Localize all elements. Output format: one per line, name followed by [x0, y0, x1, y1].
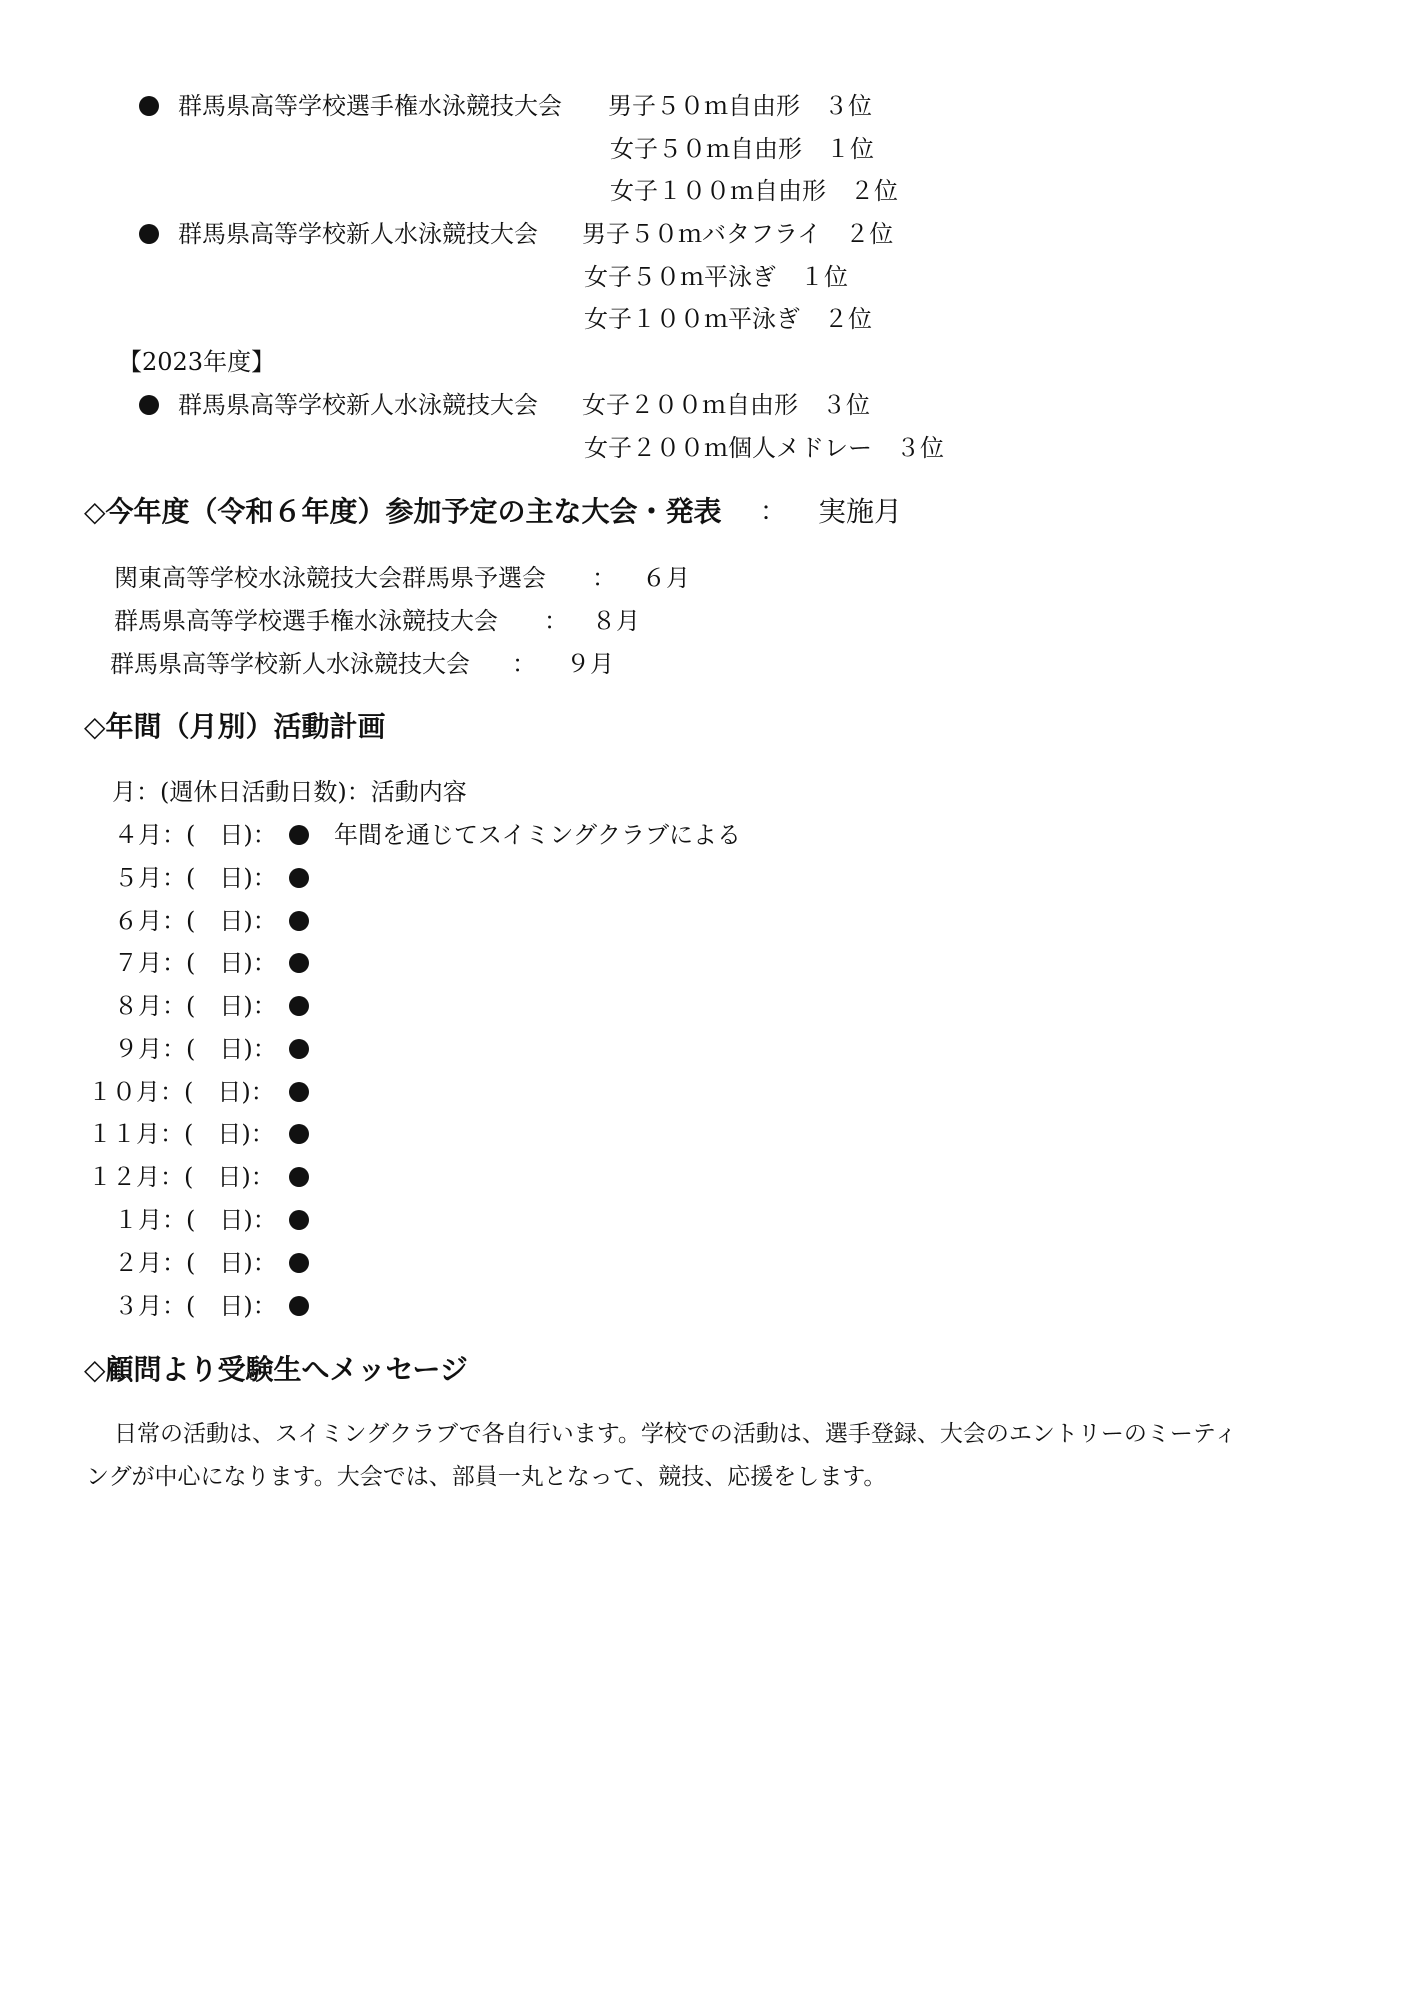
section-title-plans: ◇今年度（令和６年度）参加予定の主な大会・発表 — [84, 495, 722, 528]
schedule-bullet-icon — [289, 953, 309, 973]
schedule-bullet-icon — [289, 1082, 309, 1102]
schedule-bullet-icon — [289, 1296, 309, 1316]
result-item: 女子２００ｍ自由形 ３位 — [582, 391, 870, 419]
schedule-bullet-icon — [289, 825, 309, 845]
schedule-row-prefix: １１月：( 日)： — [88, 1120, 275, 1148]
schedule-row-prefix: １２月：( 日)： — [88, 1163, 275, 1191]
schedule-row-prefix: １月：( 日)： — [114, 1206, 277, 1234]
plan-event-name: 群馬県高等学校選手権水泳競技大会 — [114, 607, 498, 635]
result-item: 女子５０ｍ平泳ぎ １位 — [584, 263, 848, 291]
bullet-icon — [139, 395, 159, 415]
result-item: 女子１００ｍ自由形 ２位 — [610, 177, 898, 205]
result-item: 女子１００ｍ平泳ぎ ２位 — [584, 305, 872, 333]
plan-month: ６月 — [642, 564, 690, 592]
event-name: 群馬県高等学校選手権水泳競技大会 — [178, 92, 562, 120]
schedule-bullet-icon — [289, 1253, 309, 1273]
section-title-message: ◇顧問より受験生へメッセージ — [84, 1353, 468, 1386]
bullet-icon — [139, 96, 159, 116]
schedule-row-prefix: ９月：( 日)： — [114, 1035, 277, 1063]
section-title-schedule: ◇年間（月別）活動計画 — [84, 710, 386, 743]
schedule-row-prefix: ７月：( 日)： — [114, 949, 277, 977]
plan-colon: ： — [512, 650, 536, 678]
plans-month-header: 実施月 — [818, 495, 903, 528]
schedule-bullet-icon — [289, 1124, 309, 1144]
message-line: ングが中心になります。大会では、部員一丸となって、競技、応援をします。 — [86, 1464, 887, 1490]
result-item: 男子５０ｍバタフライ ２位 — [582, 220, 894, 248]
schedule-bullet-icon — [289, 1039, 309, 1059]
event-name: 群馬県高等学校新人水泳競技大会 — [178, 220, 538, 248]
schedule-header: 月：(週休日活動日数)：活動内容 — [112, 778, 467, 806]
schedule-row-prefix: ３月：( 日)： — [114, 1292, 277, 1320]
schedule-bullet-icon — [289, 1210, 309, 1230]
schedule-bullet-icon — [289, 868, 309, 888]
plan-event-name: 群馬県高等学校新人水泳競技大会 — [110, 650, 470, 678]
schedule-row-prefix: ２月：( 日)： — [114, 1249, 277, 1277]
schedule-row-prefix: ５月：( 日)： — [114, 864, 277, 892]
result-item: 女子５０ｍ自由形 １位 — [610, 135, 874, 163]
plans-header-colon: ： — [760, 497, 787, 527]
schedule-bullet-icon — [289, 996, 309, 1016]
message-line: 日常の活動は、スイミングクラブで各自行います。学校での活動は、選手登録、大会のエントリーのミーティ — [114, 1421, 1238, 1447]
schedule-row-prefix: ６月：( 日)： — [114, 907, 277, 935]
plan-month: ９月 — [566, 650, 614, 678]
plan-event-name: 関東高等学校水泳競技大会群馬県予選会 — [114, 564, 546, 592]
plan-colon: ： — [544, 607, 568, 635]
schedule-row-content: 年間を通じてスイミングクラブによる — [334, 821, 742, 849]
schedule-row-prefix: ８月：( 日)： — [114, 992, 277, 1020]
schedule-bullet-icon — [289, 1167, 309, 1187]
schedule-bullet-icon — [289, 911, 309, 931]
schedule-row-prefix: １０月：( 日)： — [88, 1078, 275, 1106]
plan-month: ８月 — [592, 607, 640, 635]
event-name: 群馬県高等学校新人水泳競技大会 — [178, 391, 538, 419]
year-label: 【2023年度】 — [118, 348, 276, 376]
plan-colon: ： — [592, 564, 616, 592]
schedule-row-prefix: ４月：( 日)： — [114, 821, 277, 849]
bullet-icon — [139, 224, 159, 244]
result-item: 女子２００ｍ個人メドレー ３位 — [584, 434, 944, 462]
result-item: 男子５０ｍ自由形 ３位 — [608, 92, 872, 120]
